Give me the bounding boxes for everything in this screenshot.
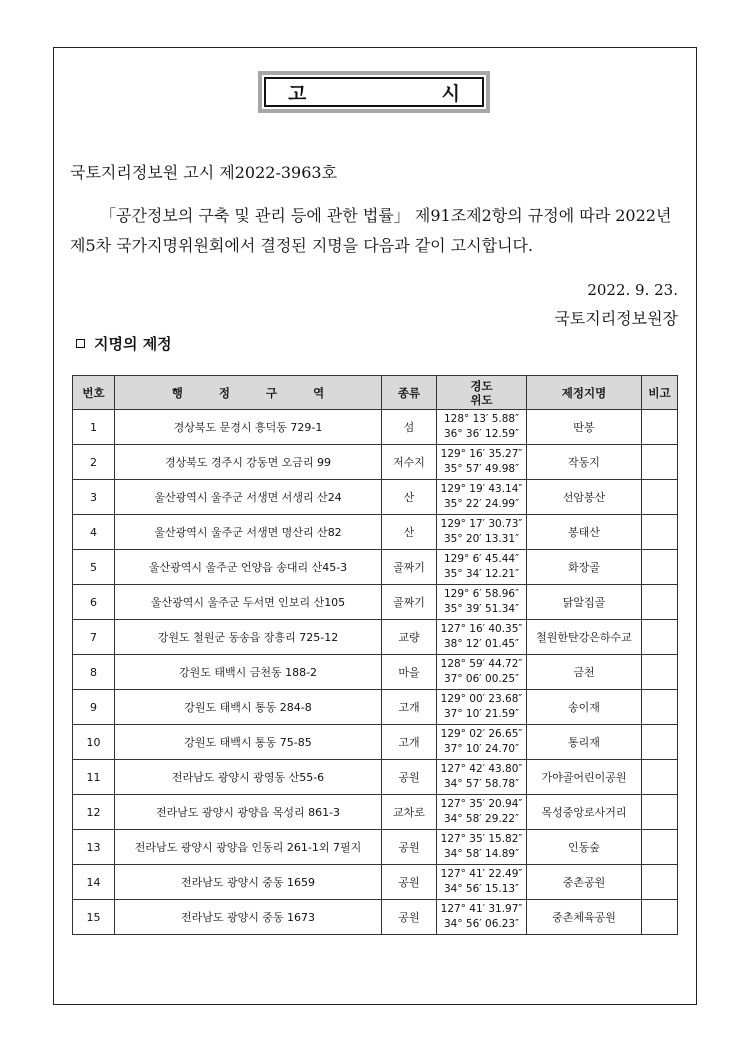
table-row [73,445,678,480]
cell-type: 저수지 [382,445,437,480]
title-box [258,71,490,113]
cell-no: 14 [73,865,115,900]
cell-lat: 35° 39′ 51.34″ [443,603,519,615]
cell-lon: 127° 35′ 15.82″ [440,833,523,845]
cell-lat: 34° 56′ 06.23″ [443,918,519,930]
cell-remark [642,585,678,620]
cell-name: 딴봉 [527,410,642,445]
place-names-table [72,375,678,935]
cell-admin: 전라남도 광양시 광영동 산55-6 [115,760,382,795]
cell-name: 화장골 [527,550,642,585]
cell-no: 2 [73,445,115,480]
cell-coord [437,865,527,900]
cell-type: 섬 [382,410,437,445]
cell-no: 7 [73,620,115,655]
cell-lat: 37° 10′ 21.59″ [443,708,519,720]
cell-name: 작동지 [527,445,642,480]
cell-coord [437,410,527,445]
title-inner [264,77,484,107]
cell-coord [437,760,527,795]
cell-lon: 128° 59′ 44.72″ [440,658,523,670]
cell-type: 공원 [382,900,437,935]
table-row [73,760,678,795]
cell-no: 11 [73,760,115,795]
cell-remark [642,480,678,515]
cell-admin: 전라남도 광양시 중동 1659 [115,865,382,900]
body-paragraph: 「공간정보의 구축 및 관리 등에 관한 법률」 제91조제2항의 규정에 따라 2022년 제5차 국가지명위원회에서 결정된 지명을 다음과 같이 고시합니다. [70,206,672,255]
cell-coord [437,690,527,725]
cell-remark [642,655,678,690]
header-lon: 경도 [470,378,493,393]
cell-type: 고개 [382,725,437,760]
cell-admin: 전라남도 광양시 중동 1673 [115,900,382,935]
section-heading [76,333,172,354]
cell-admin: 강원도 철원군 동송읍 장흥리 725-12 [115,620,382,655]
cell-type: 골짜기 [382,550,437,585]
section-title: 지명의 제정 [94,335,172,353]
cell-lon: 127° 16′ 40.35″ [440,623,523,635]
cell-no: 13 [73,830,115,865]
cell-type: 산 [382,480,437,515]
cell-remark [642,410,678,445]
header-coord [437,376,527,410]
cell-remark [642,760,678,795]
table-row [73,620,678,655]
cell-no: 12 [73,795,115,830]
cell-type: 공원 [382,760,437,795]
cell-lon: 129° 17′ 30.73″ [440,518,523,530]
cell-lon: 127° 41′ 22.49″ [440,868,523,880]
cell-lat: 34° 58′ 29.22″ [443,813,519,825]
cell-lon: 127° 42′ 43.80″ [440,763,523,775]
cell-coord [437,445,527,480]
title-right-char: 시 [441,82,460,105]
cell-admin: 경상북도 경주시 강동면 오금리 99 [115,445,382,480]
cell-coord [437,620,527,655]
cell-lat: 38° 12′ 01.45″ [443,638,519,650]
cell-remark [642,515,678,550]
table-row [73,725,678,760]
table-row [73,585,678,620]
issuer: 국토지리정보원장 [554,309,678,328]
cell-remark [642,620,678,655]
square-bullet-icon [76,339,85,348]
cell-lat: 35° 57′ 49.98″ [443,463,519,475]
cell-lon: 129° 19′ 43.14″ [440,483,523,495]
cell-name: 중촌체육공원 [527,900,642,935]
cell-type: 교량 [382,620,437,655]
cell-type: 마을 [382,655,437,690]
notice-number: 국토지리정보원 고시 제2022-3963호 [70,163,338,182]
cell-admin: 경상북도 문경시 흥덕동 729-1 [115,410,382,445]
cell-no: 8 [73,655,115,690]
notice-date: 2022. 9. 23. [587,281,678,299]
cell-coord [437,725,527,760]
cell-remark [642,830,678,865]
cell-coord [437,585,527,620]
table-row [73,480,678,515]
cell-remark [642,550,678,585]
header-remark: 비고 [642,376,678,410]
cell-no: 6 [73,585,115,620]
cell-lon: 129° 02′ 26.65″ [440,728,523,740]
cell-remark [642,725,678,760]
cell-lat: 35° 34′ 12.21″ [443,568,519,580]
cell-remark [642,445,678,480]
cell-lon: 129° 00′ 23.68″ [440,693,523,705]
cell-lon: 128° 13′ 5.88″ [443,413,519,425]
cell-no: 9 [73,690,115,725]
cell-lon: 129° 6′ 58.96″ [443,588,519,600]
cell-name: 인동숲 [527,830,642,865]
cell-lat: 37° 06′ 00.25″ [443,673,519,685]
table-row [73,655,678,690]
cell-no: 1 [73,410,115,445]
cell-coord [437,480,527,515]
cell-name: 통리재 [527,725,642,760]
cell-coord [437,655,527,690]
cell-remark [642,690,678,725]
cell-type: 산 [382,515,437,550]
header-admin [115,376,382,410]
table-row [73,865,678,900]
cell-name: 가야골어린이공원 [527,760,642,795]
cell-coord [437,830,527,865]
cell-type: 고개 [382,690,437,725]
cell-lat: 36° 36′ 12.59″ [443,428,519,440]
cell-lat: 37° 10′ 24.70″ [443,743,519,755]
table-row [73,690,678,725]
cell-admin: 울산광역시 울주군 두서면 인보리 산105 [115,585,382,620]
cell-lat: 35° 22′ 24.99″ [443,498,519,510]
table-row [73,410,678,445]
header-name: 제정지명 [527,376,642,410]
cell-name: 닭알집골 [527,585,642,620]
header-lat: 위도 [470,392,493,407]
header-type: 종류 [382,376,437,410]
cell-admin: 강원도 태백시 금천동 188-2 [115,655,382,690]
cell-lat: 34° 56′ 15.13″ [443,883,519,895]
cell-lat: 34° 58′ 14.89″ [443,848,519,860]
table-row [73,900,678,935]
header-no: 번호 [73,376,115,410]
cell-lon: 127° 35′ 20.94″ [440,798,523,810]
cell-no: 5 [73,550,115,585]
cell-lon: 129° 16′ 35.27″ [440,448,523,460]
cell-coord [437,795,527,830]
cell-coord [437,550,527,585]
cell-type: 교차로 [382,795,437,830]
cell-no: 10 [73,725,115,760]
cell-lon: 129° 6′ 45.44″ [443,553,519,565]
cell-admin: 울산광역시 울주군 서생면 서생리 산24 [115,480,382,515]
header-admin-label: 행 정 구 역 [171,385,341,400]
cell-lon: 127° 41′ 31.97″ [440,903,523,915]
cell-name: 중촌공원 [527,865,642,900]
table-row [73,515,678,550]
cell-name: 철원한탄강은하수교 [527,620,642,655]
table-header-row [73,376,678,410]
cell-type: 골짜기 [382,585,437,620]
cell-admin: 전라남도 광양시 광양읍 인동리 261-1외 7필지 [115,830,382,865]
cell-no: 4 [73,515,115,550]
table-row [73,795,678,830]
cell-remark [642,900,678,935]
cell-name: 선암봉산 [527,480,642,515]
cell-admin: 울산광역시 울주군 언양읍 송대리 산45-3 [115,550,382,585]
cell-admin: 전라남도 광양시 광양읍 목성리 861-3 [115,795,382,830]
cell-remark [642,865,678,900]
cell-name: 금천 [527,655,642,690]
cell-type: 공원 [382,865,437,900]
cell-remark [642,795,678,830]
cell-coord [437,900,527,935]
cell-lat: 34° 57′ 58.78″ [443,778,519,790]
cell-admin: 강원도 태백시 통동 284-8 [115,690,382,725]
title-left-char: 고 [288,82,307,105]
cell-admin: 울산광역시 울주군 서생면 명산리 산82 [115,515,382,550]
cell-name: 목성중앙로사거리 [527,795,642,830]
cell-type: 공원 [382,830,437,865]
table-row [73,830,678,865]
cell-admin: 강원도 태백시 통동 75-85 [115,725,382,760]
cell-name: 봉태산 [527,515,642,550]
cell-no: 15 [73,900,115,935]
cell-name: 송이재 [527,690,642,725]
cell-no: 3 [73,480,115,515]
cell-lat: 35° 20′ 13.31″ [443,533,519,545]
table-row [73,550,678,585]
cell-coord [437,515,527,550]
